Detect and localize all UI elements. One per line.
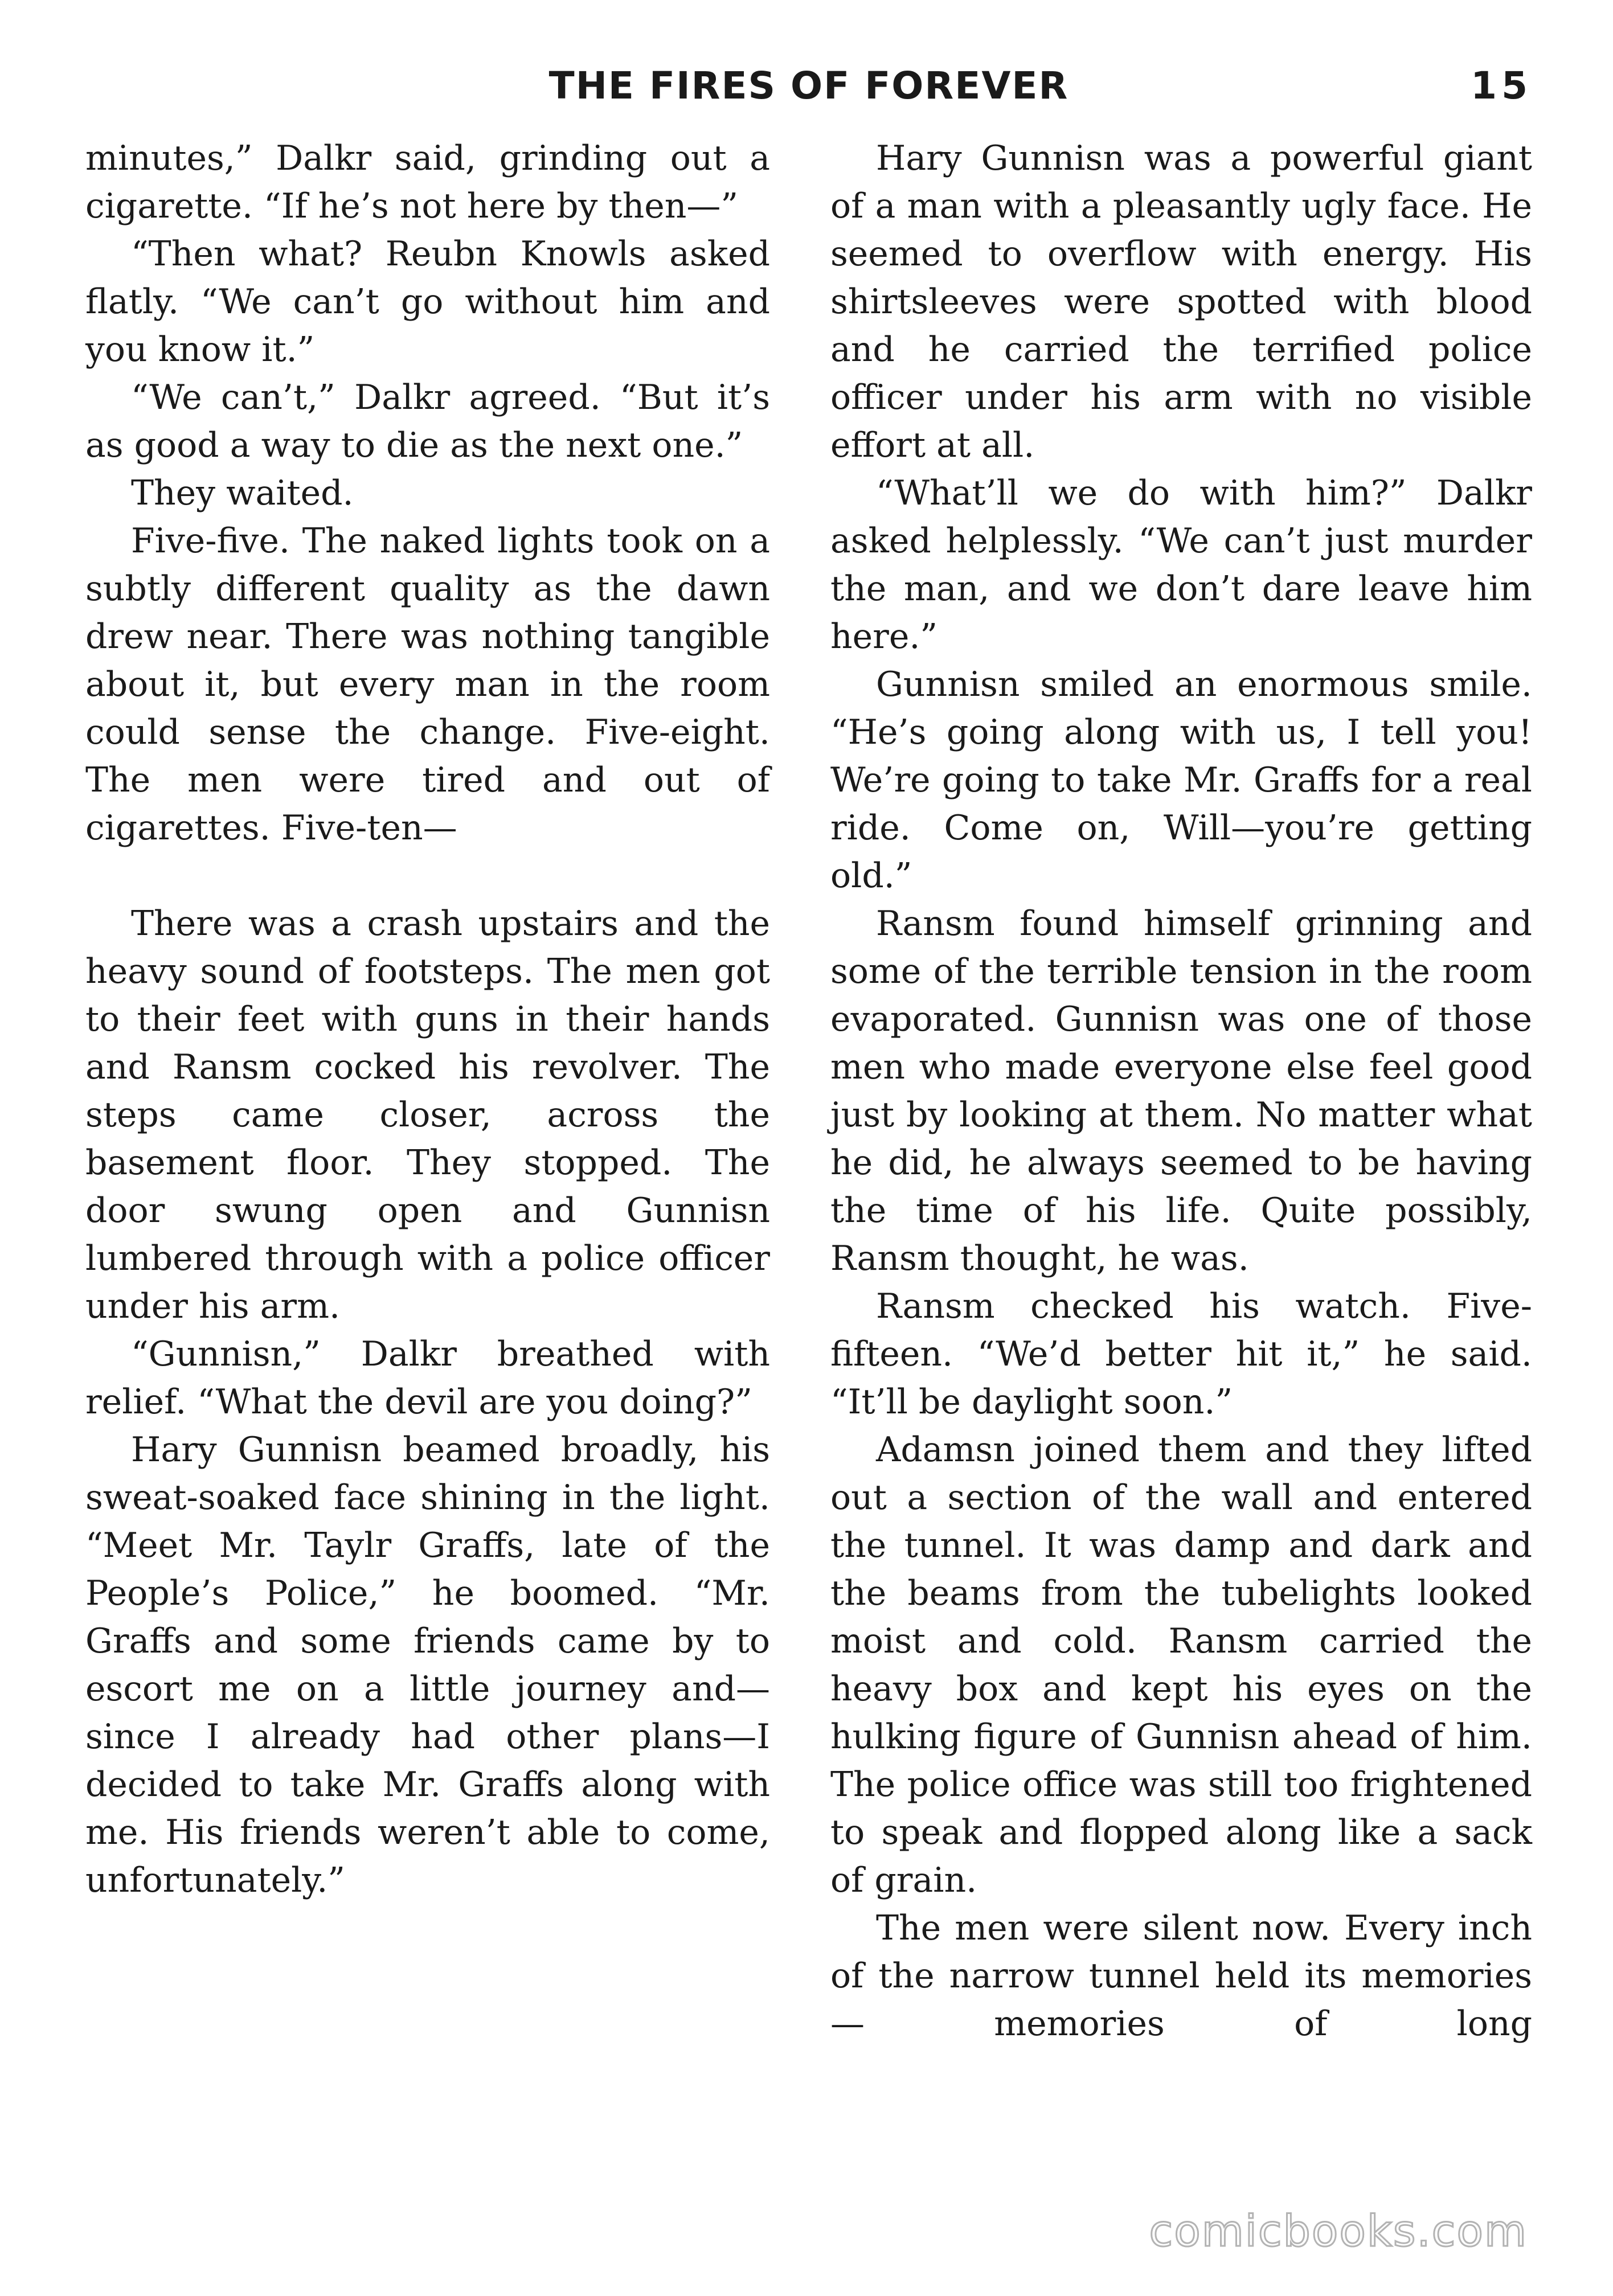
- paragraph: They waited.: [131, 473, 354, 513]
- paragraph: Hary Gunnisn beamed broadly, his sweat-soaked face shining in the light. “Meet Mr. Taylr Graffs, late of the People’s Police,” he boomed. “Mr. Graffs and some friends came by to escort me on a little journey and—since I already had other plans—I decided to take Mr. Graffs along with me. His friends weren’t able to come, unfortunately.”: [85, 1430, 770, 1900]
- paragraph: “What’ll we do with him?” Dalkr asked helplessly. “We can’t just murder the man, and we don’t dare leave him here.”: [830, 473, 1532, 657]
- paragraph: Hary Gunnisn was a powerful giant of a man with a pleasantly ugly face. He seemed to overflow with energy. His shirtsleeves were spotted with blood and he carried the terrified police officer under his arm with no visible effort at all.: [830, 138, 1532, 465]
- right-column: [830, 134, 1532, 2048]
- page-number: 15: [1471, 64, 1532, 108]
- paragraph: Adamsn joined them and they lifted out a section of the wall and entered the tunnel. It was damp and dark and the beams from the tubelights looked moist and cold. Ransm carried the heavy box and kept his eyes on the hulking figure of Gunnisn ahead of him. The police office was still too frightened to speak and flopped along like a sack of grain.: [830, 1430, 1532, 1900]
- paragraph: Gunnisn smiled an enormous smile. “He’s going along with us, I tell you! We’re going to take Mr. Graffs for a real ride. Come on, Will—you’re getting old.”: [830, 665, 1532, 896]
- paragraph: Five-five. The naked lights took on a subtly different quality as the dawn drew near. There was nothing tangible about it, but every man in the room could sense the change. Five-eight. The men were tired and out of cigarettes. Five-ten—: [85, 521, 770, 848]
- paragraph: “We can’t,” Dalkr agreed. “But it’s as good a way to die as the next one.”: [85, 378, 770, 465]
- paragraph: “Gunnisn,” Dalkr breathed with relief. “What the devil are you doing?”: [85, 1334, 770, 1422]
- page-header: [85, 55, 1532, 117]
- paragraph: The men were silent now. Every inch of the narrow tunnel held its memories — memories of long: [830, 1908, 1532, 2044]
- watermark: comicbooks.com: [1149, 2205, 1528, 2256]
- paragraph: Ransm found himself grinning and some of the terrible tension in the room evaporated. Gunnisn was one of those men who made everyone else feel good just by looking at them. No matter what he did, he always seemed to be having the time of his life. Quite possibly, Ransm thought, he was.: [830, 904, 1532, 1278]
- running-title: THE FIRES OF FOREVER: [548, 64, 1069, 108]
- paragraph: “Then what? Reubn Knowls asked flatly. “We can’t go without him and you know it.”: [85, 234, 770, 370]
- paragraph: There was a crash upstairs and the heavy sound of footsteps. The men got to their feet with guns in their hands and Ransm cocked his revolver. The steps came closer, across the basement floor. They stopped. The door swung open and Gunnisn lumbered through with a police officer under his arm.: [85, 904, 770, 1326]
- paragraph: Ransm checked his watch. Five-fifteen. “We’d better hit it,” he said. “It’ll be daylight soon.”: [830, 1286, 1532, 1422]
- left-column: [85, 134, 770, 1904]
- paragraph: minutes,” Dalkr said, grinding out a cigarette. “If he’s not here by then—”: [85, 138, 770, 226]
